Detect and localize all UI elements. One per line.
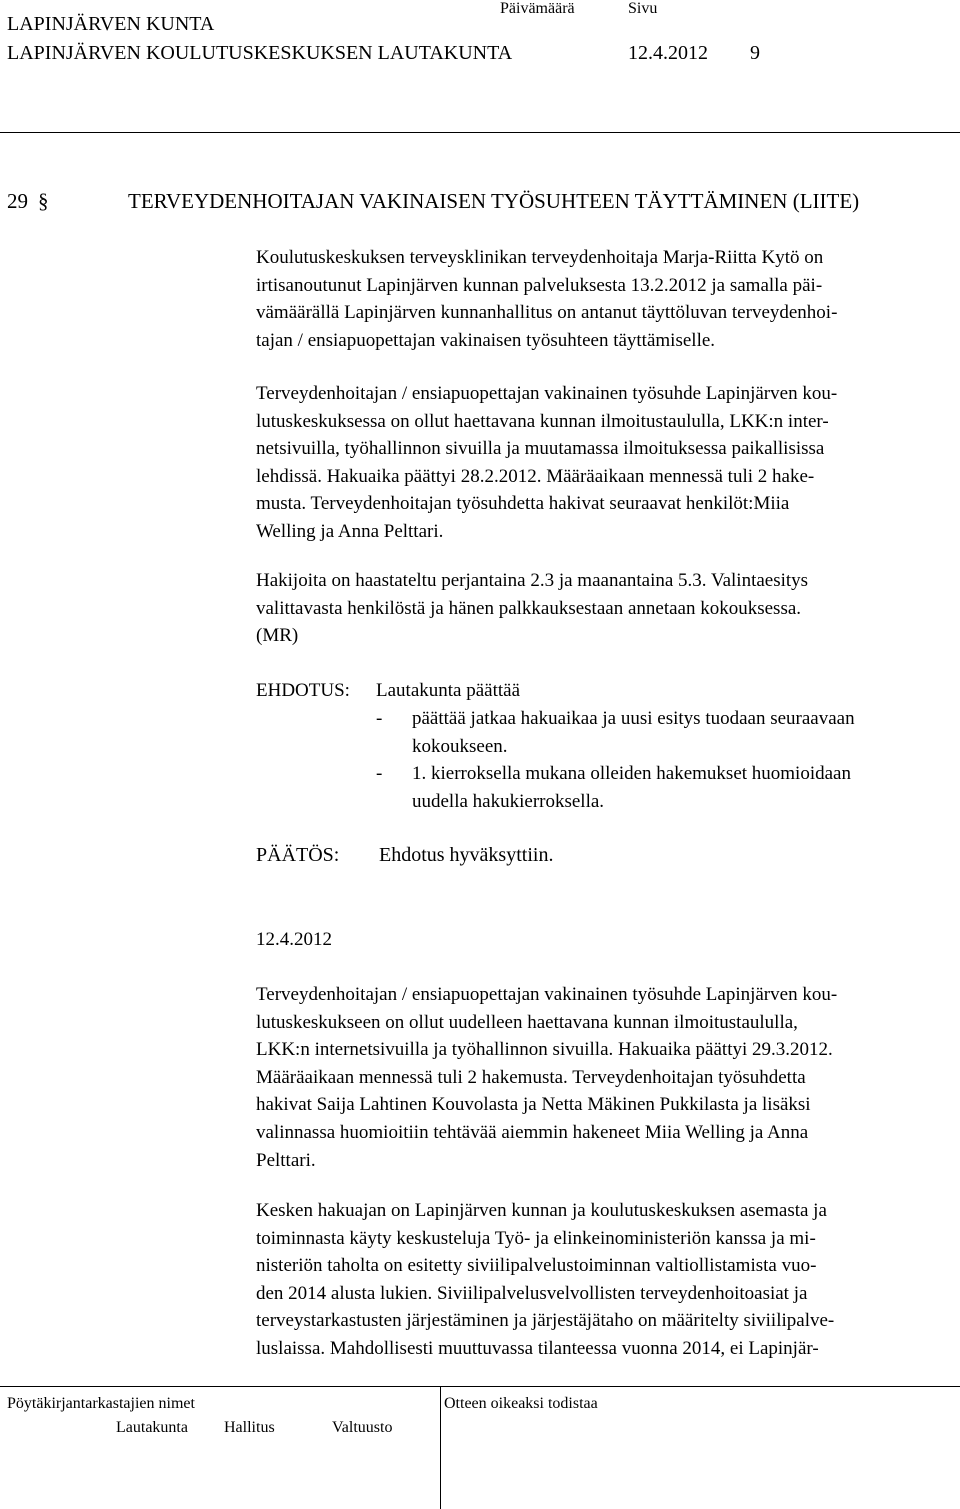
page-label: Sivu — [628, 0, 658, 17]
text-line: Kesken hakuajan on Lapinjärven kunnan ja koulutuskeskuksen asemasta ja — [256, 1200, 827, 1221]
text-line: den 2014 alusta lukien. Siviilipalvelusvelvollisten terveydenhoitoasiat ja — [256, 1282, 808, 1304]
date-label: Päivämäärä — [500, 0, 575, 17]
text-line: LKK:n internetsivuilla ja työhallinnon sivuilla. Hakuaika päättyi 29.3.2012. — [256, 1039, 833, 1061]
reviewers-label: Pöytäkirjantarkastajien nimet — [7, 1395, 195, 1412]
text-line: hakivat Saija Lahtinen Kouvolasta ja Netta Mäkinen Pukkilasta ja lisäksi — [256, 1094, 811, 1116]
text-line: Terveydenhoitajan / ensiapuopettajan vakinainen työsuhde Lapinjärven kou- — [256, 984, 838, 1005]
footer-divider — [440, 1386, 441, 1509]
text-line: Welling ja Anna Pelttari. — [256, 520, 444, 542]
text-line: tajan / ensiapuopettajan vakinaisen työsuhteen täyttämiselle. — [256, 329, 716, 351]
text-line: kokoukseen. — [412, 735, 508, 757]
text-line: lutuskeskukseen on ollut uudelleen haettavana kunnan ilmoitustaululla, — [256, 1011, 798, 1033]
section-number: 29 — [7, 189, 28, 213]
paragraph-4 — [256, 981, 956, 1174]
proposal-label: EHDOTUS: — [256, 680, 350, 701]
text-line: terveystarkastusten järjestäminen ja järjestäjätaho on määritelty siviilipalve- — [256, 1310, 835, 1332]
text-line: Hakijoita on haastateltu perjantaina 2.3 ja maanantaina 5.3. Valintaesitys — [256, 570, 809, 591]
page-number: 9 — [750, 42, 760, 64]
text-line: vämäärällä Lapinjärven kunnanhallitus on antanut täyttöluvan terveydenhoi- — [256, 302, 838, 324]
text-line: Pelttari. — [256, 1149, 316, 1171]
organ-valtuusto: Valtuusto — [332, 1419, 393, 1436]
text-line: valittavasta henkilöstä ja hänen palkkauksestaan annetaan kokouksessa. — [256, 597, 802, 619]
text-line: Koulutuskeskuksen terveysklinikan terveydenhoitaja Marja-Riitta Kytö on — [256, 247, 824, 268]
proposal-item-2 — [412, 760, 851, 815]
footer-rule — [0, 1386, 960, 1387]
text-line: Määräaikaan mennessä tuli 2 hakemusta. Terveydenhoitajan työsuhdetta — [256, 1066, 806, 1088]
text-line: 1. kierroksella mukana olleiden hakemukset huomioidaan — [412, 763, 851, 784]
text-line: päättää jatkaa hakuaikaa ja uusi esitys tuodaan seuraavaan — [412, 708, 855, 729]
decision-text: Ehdotus hyväksyttiin. — [379, 844, 554, 866]
certified-label: Otteen oikeaksi todistaa — [444, 1395, 598, 1412]
board-name: LAPINJÄRVEN KOULUTUSKESKUKSEN LAUTAKUNTA — [7, 42, 513, 64]
header-rule — [0, 132, 960, 133]
paragraph-3 — [256, 567, 956, 650]
text-line: toiminnasta käyty keskusteluja Työ- ja elinkeinoministeriön kanssa ja mi- — [256, 1227, 816, 1249]
paragraph-5 — [256, 1197, 956, 1363]
text-line: (MR) — [256, 625, 299, 647]
proposal-intro: Lautakunta päättää — [376, 680, 521, 701]
text-line: uudella hakukierroksella. — [412, 790, 605, 812]
text-line: nisteriön taholta on esitetty siviilipalvelustoiminnan valtiollistamista vuo- — [256, 1255, 817, 1277]
proposal-dash: - — [376, 763, 383, 784]
municipality-name: LAPINJÄRVEN KUNTA — [7, 13, 215, 35]
proposal-item-1 — [412, 705, 855, 760]
text-line: lehdissä. Hakuaika päättyi 28.2.2012. Määräaikaan mennessä tuli 2 hake- — [256, 465, 815, 487]
text-line: valinnassa huomioitiin tehtävää aiemmin hakeneet Miia Welling ja Anna — [256, 1121, 809, 1143]
text-line: musta. Terveydenhoitajan työsuhdetta hakivat seuraavat henkilöt:Miia — [256, 493, 790, 515]
text-line: lutuskeskuksessa on ollut haettavana kunnan ilmoitustaululla, LKK:n inter- — [256, 410, 829, 432]
followup-date: 12.4.2012 — [256, 929, 332, 950]
paragraph-2 — [256, 380, 956, 546]
text-line: luslaissa. Mahdollisesti muuttuvassa tilanteessa vuonna 2014, ei Lapinjär- — [256, 1337, 819, 1359]
organ-lautakunta: Lautakunta — [116, 1419, 188, 1436]
text-line: Terveydenhoitajan / ensiapuopettajan vakinainen työsuhde Lapinjärven kou- — [256, 383, 838, 404]
paragraph-1 — [256, 244, 956, 354]
proposal-dash: - — [376, 708, 383, 729]
header-date: 12.4.2012 — [628, 42, 708, 64]
text-line: netsivuilla, työhallinnon sivuilla ja muutamassa ilmoituksessa paikallisissa — [256, 438, 825, 460]
decision-label: PÄÄTÖS: — [256, 844, 340, 866]
text-line: irtisanoutunut Lapinjärven kunnan palveluksesta 13.2.2012 ja samalla päi- — [256, 274, 823, 296]
section-title: TERVEYDENHOITAJAN VAKINAISEN TYÖSUHTEEN TÄYTTÄMINEN (LIITE) — [128, 189, 860, 213]
organ-hallitus: Hallitus — [224, 1419, 275, 1436]
section-sign: § — [38, 189, 49, 213]
